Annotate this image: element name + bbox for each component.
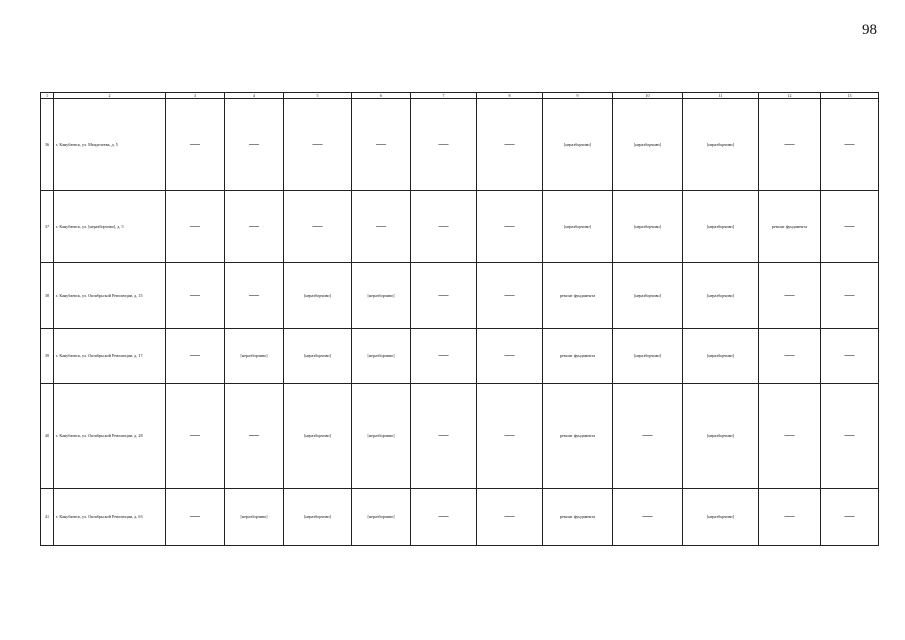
table-cell: —	[225, 384, 284, 489]
table-cell: —	[759, 99, 821, 191]
table-cell: [неразборчиво]	[352, 489, 411, 546]
table-cell: [неразборчиво]	[613, 329, 683, 384]
table-cell: —	[411, 99, 477, 191]
table-cell: —	[225, 263, 284, 329]
address-cell: г. Канубаевск, ул. [неразборчиво], д. 5	[54, 191, 166, 263]
table-cell: —	[821, 489, 879, 546]
address-cell: г. Канубаевск, ул. Октябрьской Революции, д. 28	[54, 384, 166, 489]
table-cell: —	[613, 489, 683, 546]
table-cell: —	[821, 263, 879, 329]
table-cell: [неразборчиво]	[352, 263, 411, 329]
table-cell: —	[821, 384, 879, 489]
table-cell: [неразборчиво]	[352, 384, 411, 489]
table-cell: [неразборчиво]	[284, 489, 352, 546]
table-cell: —	[166, 489, 225, 546]
table-row	[41, 384, 879, 489]
table-cell: [неразборчиво]	[613, 263, 683, 329]
row-number: 36	[41, 99, 54, 191]
table-cell: —	[759, 263, 821, 329]
table-cell: —	[759, 384, 821, 489]
table-cell: ремонт фундамента	[543, 329, 613, 384]
table-cell: —	[352, 191, 411, 263]
table-cell: [неразборчиво]	[683, 191, 759, 263]
table-row	[41, 489, 879, 546]
table-cell: [неразборчиво]	[613, 99, 683, 191]
address-cell: г. Канубаевск, ул. Менделеева, д. 5	[54, 99, 166, 191]
table-cell: —	[166, 384, 225, 489]
column-header: 7	[411, 93, 477, 99]
table-cell: —	[225, 99, 284, 191]
table-cell: —	[759, 329, 821, 384]
table-cell: [неразборчиво]	[683, 384, 759, 489]
row-number: 41	[41, 489, 54, 546]
address-cell: г. Канубаевск, ул. Октябрьской Революции, д. 17	[54, 329, 166, 384]
table-cell: [неразборчиво]	[683, 489, 759, 546]
table-cell: [неразборчиво]	[225, 329, 284, 384]
column-header: 12	[759, 93, 821, 99]
page-number: 98	[862, 22, 877, 38]
repair-schedule-table	[40, 92, 879, 546]
table-cell: —	[821, 329, 879, 384]
table-cell: —	[166, 263, 225, 329]
table-cell: —	[477, 99, 543, 191]
table-cell: [неразборчиво]	[683, 99, 759, 191]
table-cell: [неразборчиво]	[683, 329, 759, 384]
column-header: 11	[683, 93, 759, 99]
table-row	[41, 191, 879, 263]
table-cell: [неразборчиво]	[683, 263, 759, 329]
table-cell: ремонт фундамента	[543, 489, 613, 546]
row-number: 40	[41, 384, 54, 489]
column-header: 8	[477, 93, 543, 99]
table-cell: —	[166, 99, 225, 191]
column-header: 4	[225, 93, 284, 99]
table-cell: [неразборчиво]	[225, 489, 284, 546]
table-cell: —	[225, 191, 284, 263]
table-cell: —	[411, 489, 477, 546]
table-row	[41, 99, 879, 191]
table-cell: —	[821, 99, 879, 191]
table-row	[41, 329, 879, 384]
table-cell: —	[477, 191, 543, 263]
table-cell: —	[352, 99, 411, 191]
table-cell: [неразборчиво]	[284, 384, 352, 489]
table-cell: ремонт фундамента	[759, 191, 821, 263]
table-cell: ремонт фундамента	[543, 263, 613, 329]
address-cell: г. Канубаевск, ул. Октябрьской Революции, д. 63	[54, 489, 166, 546]
table-cell: [неразборчиво]	[613, 191, 683, 263]
table-cell: —	[477, 384, 543, 489]
row-number: 37	[41, 191, 54, 263]
column-header: 10	[613, 93, 683, 99]
table-cell: —	[613, 384, 683, 489]
table-cell: —	[284, 191, 352, 263]
table-cell: [неразборчиво]	[543, 99, 613, 191]
table-cell: —	[411, 384, 477, 489]
table-cell: [неразборчиво]	[284, 329, 352, 384]
column-header: 3	[166, 93, 225, 99]
column-header: 5	[284, 93, 352, 99]
table-cell: —	[411, 329, 477, 384]
table-cell: [неразборчиво]	[352, 329, 411, 384]
column-header: 9	[543, 93, 613, 99]
column-header: 1	[41, 93, 54, 99]
table-cell: —	[759, 489, 821, 546]
table-cell: —	[284, 99, 352, 191]
table-row	[41, 263, 879, 329]
table-cell: —	[166, 191, 225, 263]
table-cell: ремонт фундамента	[543, 384, 613, 489]
table-cell: —	[166, 329, 225, 384]
table-cell: [неразборчиво]	[543, 191, 613, 263]
row-number: 39	[41, 329, 54, 384]
row-number: 38	[41, 263, 54, 329]
column-header: 13	[821, 93, 879, 99]
table-cell: —	[477, 263, 543, 329]
column-header: 2	[54, 93, 166, 99]
table-cell: —	[411, 263, 477, 329]
column-header: 6	[352, 93, 411, 99]
address-cell: г. Канубаевск, ул. Октябрьской Революции, д. 15	[54, 263, 166, 329]
table-cell: [неразборчиво]	[284, 263, 352, 329]
table-cell: —	[411, 191, 477, 263]
table-cell: —	[477, 329, 543, 384]
table-cell: —	[821, 191, 879, 263]
table-cell: —	[477, 489, 543, 546]
